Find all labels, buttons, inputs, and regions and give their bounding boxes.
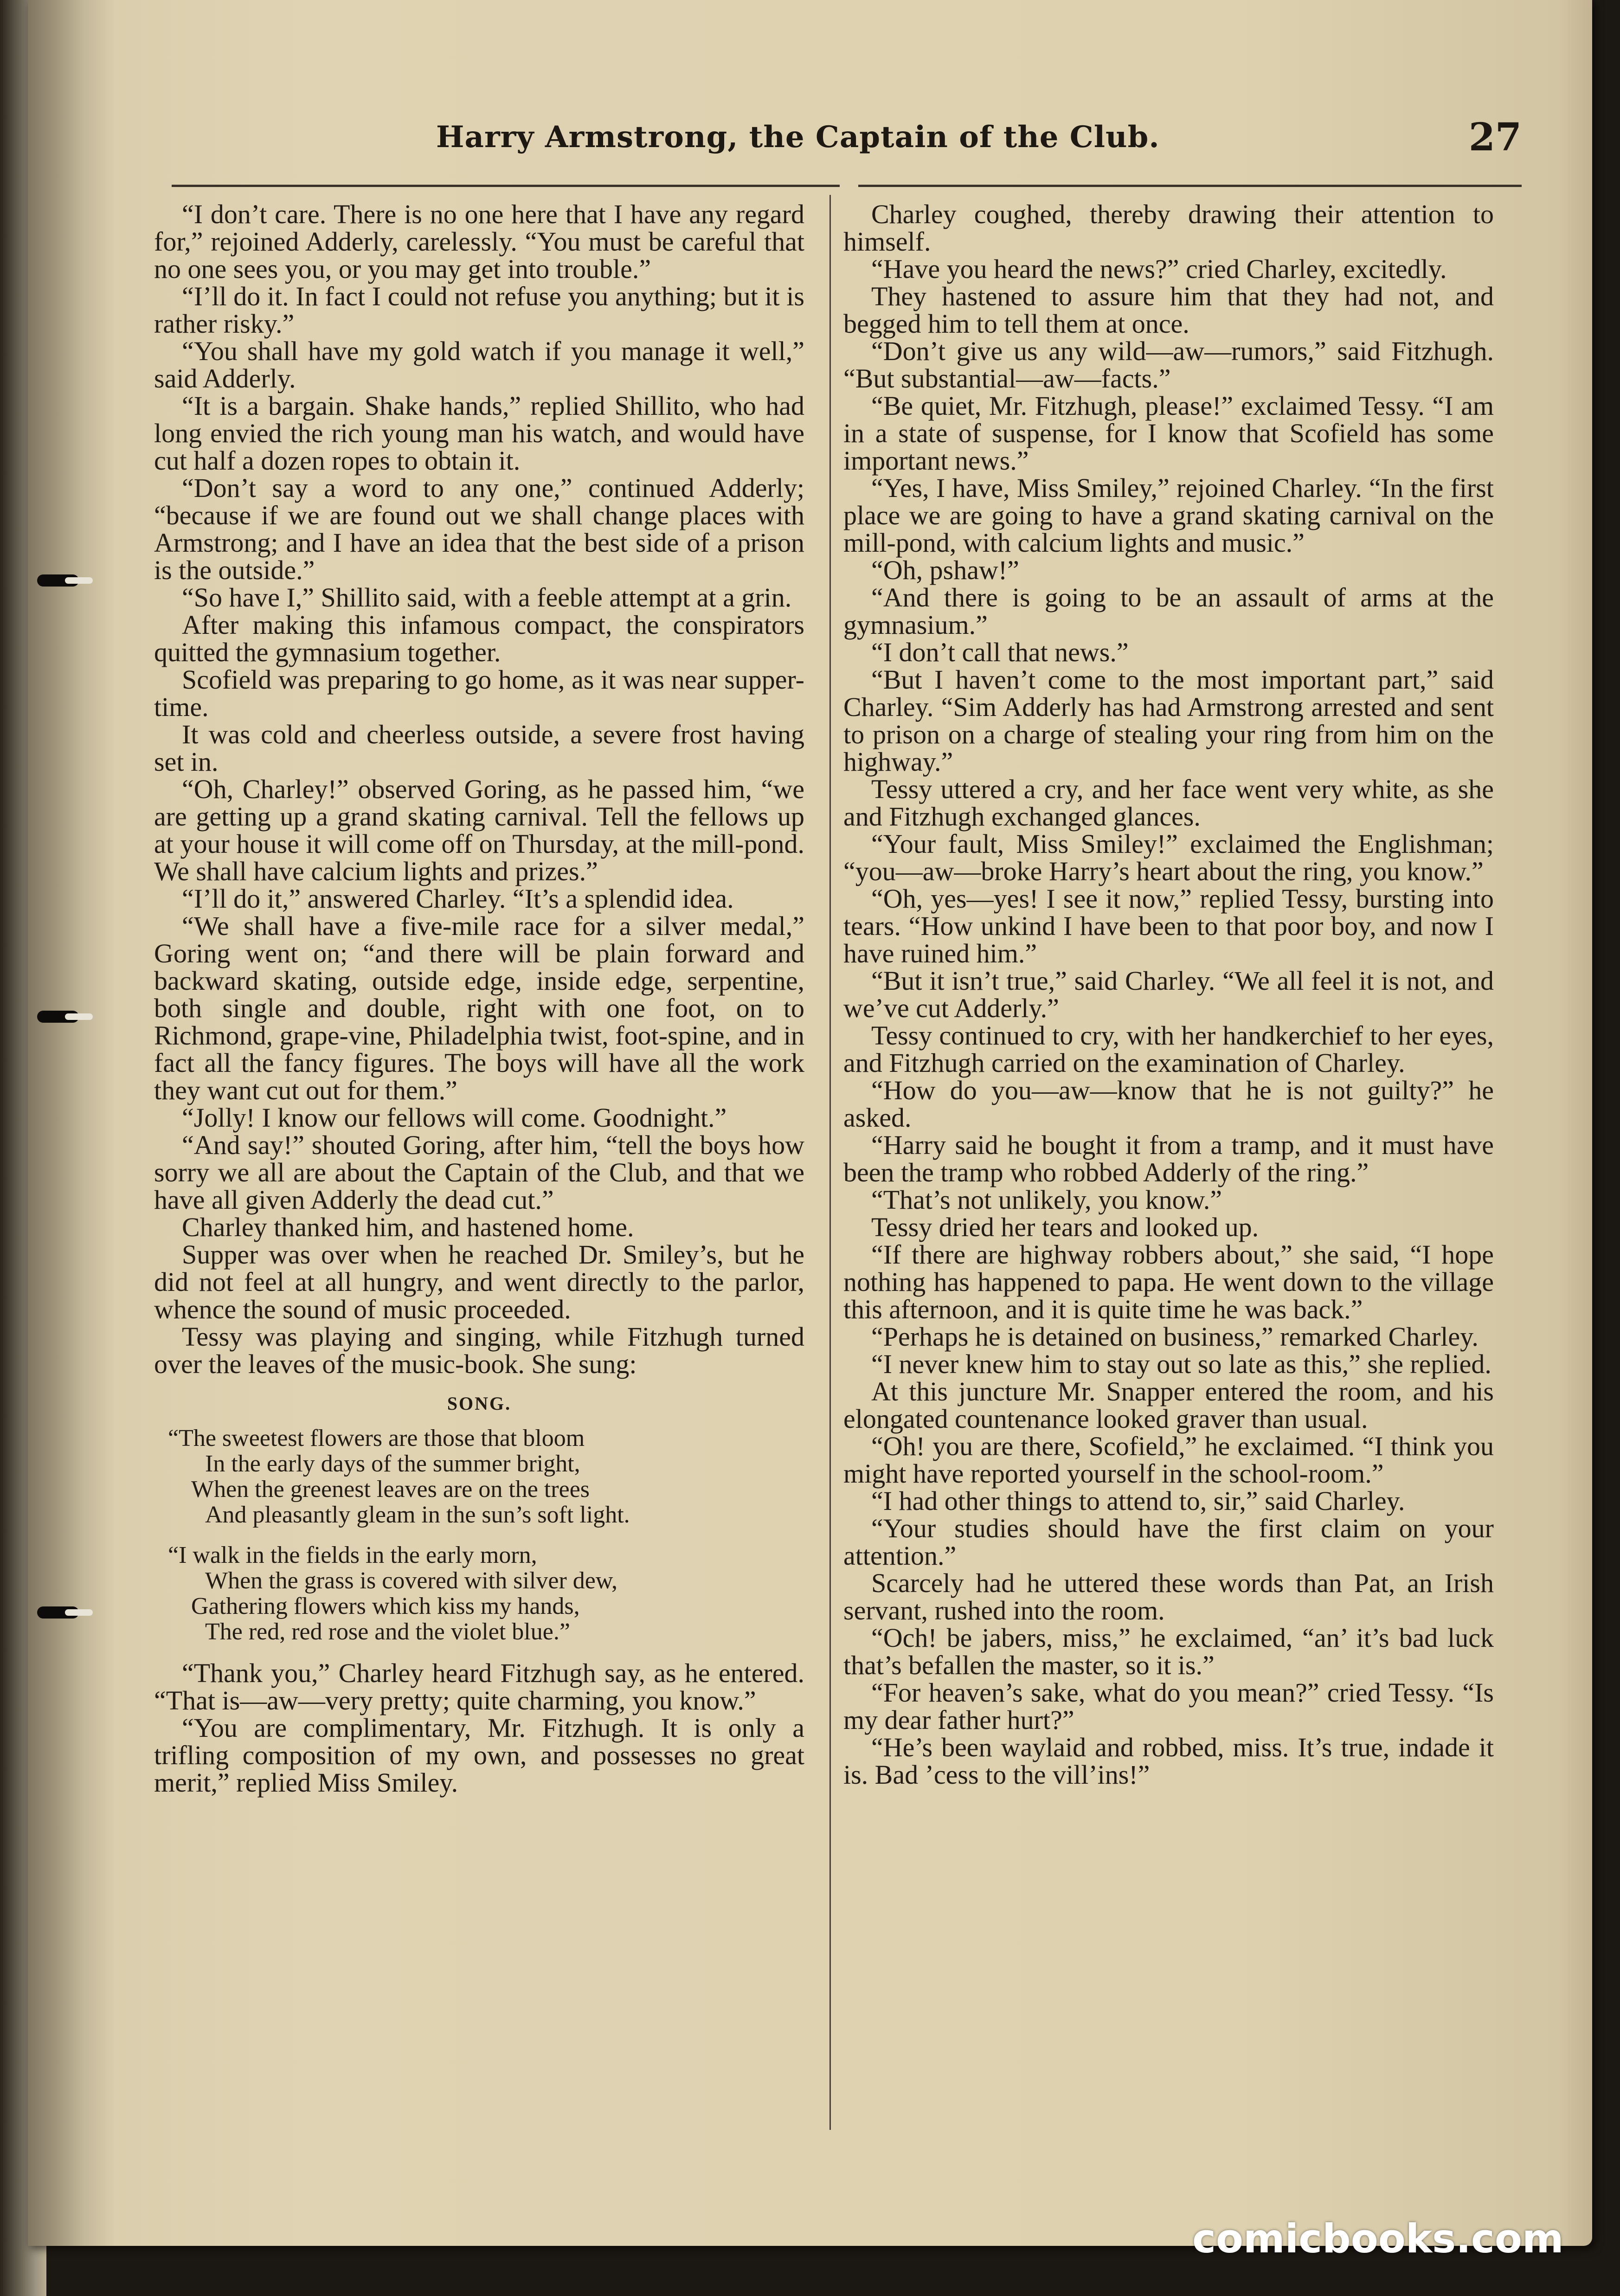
page-header — [28, 115, 1592, 171]
paragraph: “Oh, pshaw!” — [871, 555, 1019, 585]
paragraph: “Och! be jabers, miss,” he exclaimed, “an’ it’s bad luck that’s befallen the master, so it is.” — [843, 1623, 1494, 1680]
paragraph: “Oh, Charley!” observed Goring, as he passed him, “we are getting up a grand skating carnival. Tell the fellows up at your house it will come off on Thursday, at the mill-pond. We shall have calcium lights and prizes.” — [154, 774, 804, 886]
paragraph: “Oh! you are there, Scofield,” he exclaimed. “I think you might have reported yourself in the school-room.” — [843, 1431, 1494, 1489]
paragraph: “Harry said he bought it from a tramp, and it must have been the tramp who robbed Adderly of the ring.” — [843, 1130, 1494, 1187]
right-column — [843, 200, 1494, 1788]
paragraph: “Don’t say a word to any one,” continued Adderly; “because if we are found out we shall change places with Armstrong; and I have an idea that the best side of a prison is the outside.” — [154, 473, 804, 585]
paragraph: “That’s not unlikely, you know.” — [871, 1185, 1222, 1215]
paragraph: “And say!” shouted Goring, after him, “tell the boys how sorry we all are about the Captain of the Club, and that we have all given Adderly the dead cut.” — [154, 1130, 804, 1215]
paragraph: “For heaven’s sake, what do you mean?” cried Tessy. “Is my dear father hurt?” — [843, 1677, 1494, 1735]
paragraph: “You are complimentary, Mr. Fitzhugh. It is only a trifling composition of my own, and possesses no great merit,” replied Miss Smiley. — [154, 1713, 804, 1798]
running-title: Harry Armstrong, the Captain of the Club. — [436, 120, 1160, 155]
paragraph: “Be quiet, Mr. Fitzhugh, please!” exclaimed Tessy. “I am in a state of suspense, for I know that Scofield has some important news.” — [843, 391, 1494, 476]
paragraph: “It is a bargain. Shake hands,” replied Shillito, who had long envied the rich young man his watch, and would have cut half a dozen ropes to obtain it. — [154, 391, 804, 476]
verse-line: “The sweetest flowers are those that bloom — [168, 1425, 585, 1451]
paragraph: “Your studies should have the first claim on your attention.” — [843, 1513, 1494, 1571]
paragraph: After making this infamous compact, the conspirators quitted the gymnasium together. — [154, 610, 804, 667]
paragraph: “But I haven’t come to the most important part,” said Charley. “Sim Adderly has had Armstrong arrested and sent to prison on a charge of stealing your ring from him on the highway.” — [843, 664, 1494, 777]
paragraph: Tessy was playing and singing, while Fitzhugh turned over the leaves of the music-book. She sung: — [154, 1322, 804, 1379]
verse-line: Gathering flowers which kiss my hands, — [191, 1593, 580, 1619]
binding-stitch — [37, 1606, 79, 1619]
paragraph: “I don’t call that news.” — [871, 637, 1129, 667]
paragraph: They hastened to assure him that they had not, and begged him to tell them at once. — [843, 281, 1494, 339]
paragraph: Scofield was preparing to go home, as it was near supper-time. — [154, 664, 804, 722]
page-number: 27 — [1468, 115, 1522, 160]
verse-line: And pleasantly gleam in the sun’s soft light. — [205, 1502, 630, 1528]
verse-line: When the grass is covered with silver dew, — [205, 1567, 618, 1594]
paragraph: “I’ll do it,” answered Charley. “It’s a splendid idea. — [182, 884, 734, 914]
paragraph: Charley coughed, thereby drawing their attention to himself. — [843, 199, 1494, 257]
page-gutter-shadow — [28, 0, 116, 2246]
paragraph: Scarcely had he uttered these words than Pat, an Irish servant, rushed into the room. — [843, 1568, 1494, 1625]
verse-line: The red, red rose and the violet blue.” — [205, 1619, 570, 1645]
paragraph: Tessy uttered a cry, and her face went very white, as she and Fitzhugh exchanged glances. — [843, 774, 1494, 832]
paragraph: “Perhaps he is detained on business,” remarked Charley. — [871, 1322, 1479, 1352]
paragraph: It was cold and cheerless outside, a severe frost having set in. — [154, 719, 804, 777]
paragraph: “If there are highway robbers about,” she said, “I hope nothing has happened to papa. He went down to the village this afternoon, and it is quite time he was back.” — [843, 1239, 1494, 1324]
paragraph: “I don’t care. There is no one here that I have any regard for,” rejoined Adderly, carelessly. “You must be careful that no one sees you, or you may get into trouble.” — [154, 199, 804, 284]
paragraph: “You shall have my gold watch if you manage it well,” said Adderly. — [154, 336, 804, 393]
paragraph: “Don’t give us any wild—aw—rumors,” said Fitzhugh. “But substantial—aw—facts.” — [843, 336, 1494, 393]
paragraph: Tessy dried her tears and looked up. — [871, 1212, 1259, 1242]
song-title: SONG. — [447, 1393, 512, 1414]
left-column — [154, 200, 804, 1796]
paragraph: “I’ll do it. In fact I could not refuse you anything; but it is rather risky.” — [154, 281, 804, 339]
paragraph: “I had other things to attend to, sir,” said Charley. — [871, 1486, 1405, 1516]
paragraph: “But it isn’t true,” said Charley. “We all feel it is not, and we’ve cut Adderly.” — [843, 966, 1494, 1023]
header-rule-left — [172, 185, 840, 187]
paragraph: “We shall have a five-mile race for a silver medal,” Goring went on; “and there will be plain forward and backward skating, outside edge, inside edge, serpentine, both single and double, right with one foot, on to Richmond, grape-vine, Philadelphia twist, foot-spine, and in fact all the fancy figures. The boys will have all the work they want cut out for them.” — [154, 911, 804, 1105]
paragraph: Tessy continued to cry, with her handkerchief to her eyes, and Fitzhugh carried on the examination of Charley. — [843, 1020, 1494, 1078]
paragraph: “Your fault, Miss Smiley!” exclaimed the Englishman; “you—aw—broke Harry’s heart about the ring, you know.” — [843, 829, 1494, 886]
paragraph: “Have you heard the news?” cried Charley, excitedly. — [871, 254, 1447, 284]
paragraph: “Jolly! I know our fellows will come. Goodnight.” — [182, 1103, 727, 1133]
binding-stitch — [37, 574, 79, 587]
paragraph: “How do you—aw—know that he is not guilty?” he asked. — [843, 1075, 1494, 1133]
paragraph: At this juncture Mr. Snapper entered the room, and his elongated countenance looked graver than usual. — [843, 1376, 1494, 1434]
song-stanza-2 — [154, 1542, 804, 1645]
paragraph: “I never knew him to stay out so late as this,” she replied. — [871, 1349, 1491, 1379]
column-divider — [829, 195, 831, 2130]
paragraph: “And there is going to be an assault of arms at the gymnasium.” — [843, 582, 1494, 640]
paragraph: Supper was over when he reached Dr. Smiley’s, but he did not feel at all hungry, and went directly to the parlor, whence the sound of music proceeded. — [154, 1239, 804, 1324]
paragraph: “Thank you,” Charley heard Fitzhugh say, as he entered. “That is—aw—very pretty; quite charming, you know.” — [154, 1658, 804, 1716]
paragraph: “Oh, yes—yes! I see it now,” replied Tessy, bursting into tears. “How unkind I have been to that poor boy, and now I have ruined him.” — [843, 884, 1494, 968]
verse-line: “I walk in the fields in the early morn, — [168, 1542, 537, 1568]
header-rule-right — [858, 185, 1522, 187]
site-watermark: comicbooks.com — [1192, 2216, 1564, 2262]
verse-line: In the early days of the summer bright, — [205, 1451, 580, 1477]
verse-line: When the greenest leaves are on the trees — [191, 1476, 590, 1503]
book-page — [28, 0, 1592, 2246]
paragraph: Charley thanked him, and hastened home. — [182, 1212, 634, 1242]
paragraph: “Yes, I have, Miss Smiley,” rejoined Charley. “In the first place we are going to have a grand skating carnival on the mill-pond, with calcium lights and music.” — [843, 473, 1494, 558]
paragraph: “He’s been waylaid and robbed, miss. It’s true, indade it is. Bad ’cess to the vill’ins!” — [843, 1732, 1494, 1790]
song-stanza-1 — [154, 1425, 804, 1528]
paragraph: “So have I,” Shillito said, with a feeble attempt at a grin. — [182, 582, 792, 613]
binding-stitch — [37, 1011, 79, 1023]
